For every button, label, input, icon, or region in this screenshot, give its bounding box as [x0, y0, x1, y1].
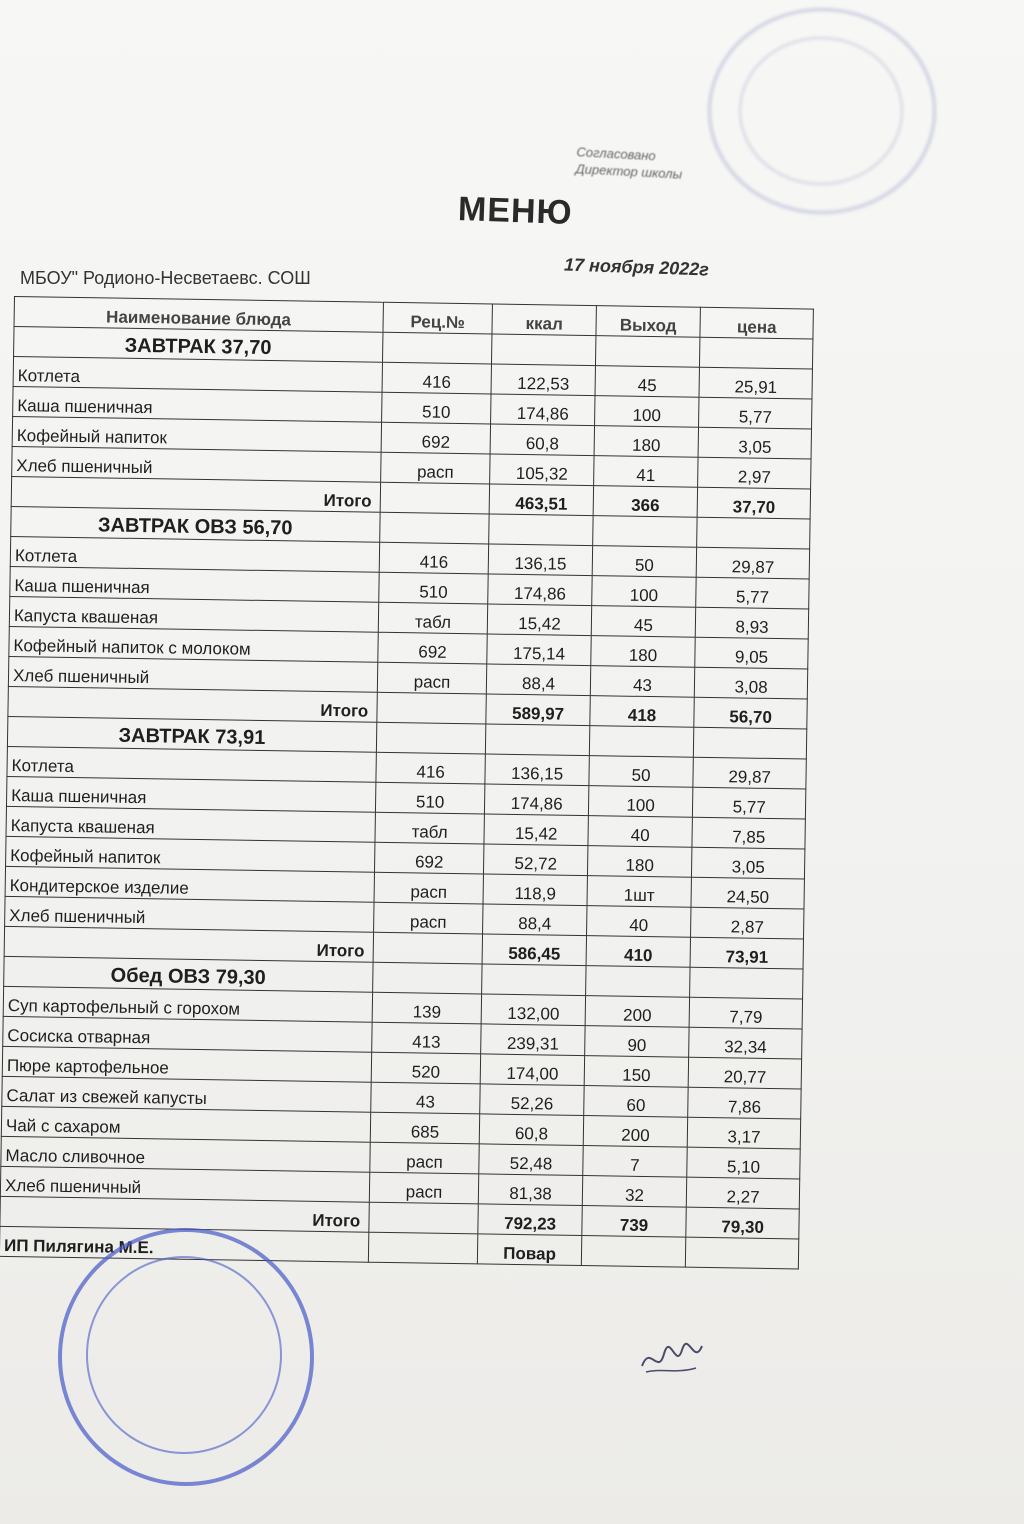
- recipe-number: расп: [373, 902, 483, 934]
- kcal-value: 88,4: [487, 664, 591, 696]
- recipe-number: 416: [382, 362, 492, 394]
- header-kcal: ккал: [492, 304, 596, 336]
- menu-table-wrapper: [0, 296, 814, 1269]
- total-kcal: 463,51: [489, 484, 593, 516]
- empty-cell: [486, 724, 590, 756]
- total-kcal: 586,45: [482, 934, 586, 966]
- yield-value: 41: [593, 456, 698, 488]
- total-price: 37,70: [697, 487, 810, 519]
- approval-line-2: Директор школы: [575, 161, 683, 182]
- empty-cell: [592, 516, 697, 548]
- price-value: 24,50: [691, 877, 804, 909]
- empty-cell: [690, 967, 803, 999]
- empty-cell: [369, 1202, 479, 1234]
- price-value: 25,91: [699, 367, 812, 399]
- round-seal: [58, 1228, 314, 1486]
- total-price: 73,91: [690, 937, 803, 969]
- dish-name: Суп картофельный с горохом: [3, 986, 372, 1022]
- total-yield: 410: [586, 936, 691, 968]
- empty-cell: [492, 334, 596, 366]
- kcal-value: 174,00: [481, 1054, 585, 1086]
- empty-cell: [589, 726, 694, 758]
- cook-label: Повар: [478, 1234, 582, 1266]
- dish-name: Хлеб пшеничный: [8, 656, 377, 692]
- recipe-number: 520: [371, 1052, 481, 1084]
- price-value: 2,87: [691, 907, 804, 939]
- kcal-value: 52,26: [480, 1084, 584, 1116]
- footer-empty-2: [686, 1237, 799, 1269]
- header-dish-name: Наименование блюда: [14, 297, 383, 333]
- empty-cell: [377, 692, 487, 724]
- price-value: 7,86: [688, 1087, 801, 1119]
- dish-name: Кофейный напиток с молоком: [9, 626, 378, 662]
- price-value: 5,77: [699, 397, 812, 429]
- kcal-value: 15,42: [484, 814, 588, 846]
- yield-value: 150: [584, 1056, 689, 1088]
- kcal-value: 60,8: [480, 1114, 584, 1146]
- dish-name: Каша пшеничная: [6, 776, 375, 812]
- price-value: 2,27: [687, 1177, 800, 1209]
- menu-table: [0, 296, 814, 1269]
- yield-value: 7: [583, 1146, 688, 1178]
- kcal-value: 122,53: [491, 364, 595, 396]
- empty-cell: [700, 337, 813, 369]
- empty-cell: [372, 962, 482, 994]
- approval-stamp: [708, 8, 936, 214]
- total-price: 79,30: [686, 1207, 799, 1239]
- yield-value: 32: [582, 1176, 687, 1208]
- recipe-number: 416: [379, 542, 489, 574]
- empty-cell: [482, 964, 586, 996]
- recipe-number: 416: [376, 752, 486, 784]
- yield-value: 40: [586, 906, 691, 938]
- header-recipe-no: Рец.№: [383, 302, 493, 334]
- recipe-number: 692: [381, 422, 491, 454]
- price-value: 2,97: [698, 457, 811, 489]
- kcal-value: 174,86: [491, 394, 595, 426]
- empty-cell: [697, 517, 810, 549]
- dish-name: Сосиска отварная: [3, 1016, 372, 1052]
- dish-name: Пюре картофельное: [2, 1046, 371, 1082]
- approval-line-1: Согласовано: [576, 144, 657, 164]
- kcal-value: 239,31: [481, 1024, 585, 1056]
- yield-value: 180: [594, 426, 699, 458]
- price-value: 3,08: [695, 667, 808, 699]
- yield-value: 200: [585, 996, 690, 1028]
- empty-cell: [373, 932, 483, 964]
- dish-name: Масло сливочное: [1, 1136, 370, 1172]
- recipe-number: 413: [371, 1022, 481, 1054]
- empty-cell: [489, 514, 593, 546]
- dish-name: Чай с сахаром: [1, 1106, 370, 1142]
- price-value: 7,85: [692, 817, 805, 849]
- school-name: МБОУ" Родионо-Несветаевс. СОШ: [20, 268, 311, 288]
- kcal-value: 105,32: [490, 454, 594, 486]
- price-value: 5,77: [696, 577, 809, 609]
- dish-name: Котлета: [10, 536, 379, 572]
- recipe-number: расп: [380, 452, 490, 484]
- recipe-number: табл: [375, 812, 485, 844]
- price-value: 29,87: [693, 757, 806, 789]
- price-value: 29,87: [696, 547, 809, 579]
- kcal-value: 118,9: [483, 874, 587, 906]
- price-value: 5,10: [687, 1147, 800, 1179]
- yield-value: 180: [587, 846, 692, 878]
- yield-value: 100: [592, 576, 697, 608]
- dish-name: Капуста квашеная: [9, 596, 378, 632]
- empty-cell: [694, 727, 807, 759]
- approval-block: [575, 143, 683, 183]
- recipe-number: расп: [377, 662, 487, 694]
- empty-cell: [376, 722, 486, 754]
- dish-name: Кофейный напиток: [6, 836, 375, 872]
- yield-value: 180: [591, 636, 696, 668]
- kcal-value: 88,4: [483, 904, 587, 936]
- total-yield: 366: [593, 486, 698, 518]
- price-value: 9,05: [695, 637, 808, 669]
- document-title: МЕНЮ: [457, 190, 574, 232]
- dish-name: Салат из свежей капусты: [2, 1076, 371, 1112]
- recipe-number: 43: [370, 1082, 480, 1114]
- recipe-number: 510: [379, 572, 489, 604]
- kcal-value: 132,00: [481, 994, 585, 1026]
- empty-cell: [379, 512, 489, 544]
- price-value: 7,79: [689, 997, 802, 1029]
- yield-value: 100: [588, 786, 693, 818]
- dish-name: Каша пшеничная: [13, 386, 382, 422]
- yield-value: 60: [584, 1086, 689, 1118]
- dish-name: Котлета: [7, 746, 376, 782]
- kcal-value: 136,15: [485, 754, 589, 786]
- price-value: 3,05: [692, 847, 805, 879]
- cook-signature-cell: [581, 1236, 686, 1268]
- recipe-number: расп: [370, 1142, 480, 1174]
- yield-value: 43: [590, 666, 695, 698]
- kcal-value: 15,42: [488, 604, 592, 636]
- recipe-number: 510: [381, 392, 491, 424]
- yield-value: 100: [594, 396, 699, 428]
- footer-empty-1: [368, 1232, 478, 1264]
- kcal-value: 174,86: [485, 784, 589, 816]
- dish-name: Хлеб пшеничный: [12, 446, 381, 482]
- kcal-value: 52,72: [484, 844, 588, 876]
- empty-cell: [380, 482, 490, 514]
- total-label: Итого: [4, 926, 373, 962]
- empty-cell: [585, 966, 690, 998]
- recipe-number: 692: [378, 632, 488, 664]
- dish-name: Хлеб пшеничный: [5, 896, 374, 932]
- total-yield: 418: [590, 696, 695, 728]
- yield-value: 45: [595, 366, 700, 398]
- dish-name: Кондитерское изделие: [5, 866, 374, 902]
- price-value: 3,17: [688, 1117, 801, 1149]
- section-title: Обед ОВЗ 79,30: [4, 956, 373, 992]
- empty-cell: [595, 336, 700, 368]
- supplier-name: ИП Пилягина М.Е.: [0, 1226, 369, 1262]
- yield-value: 1шт: [587, 876, 692, 908]
- yield-value: 90: [584, 1026, 689, 1058]
- recipe-number: расп: [374, 872, 484, 904]
- yield-value: 50: [589, 756, 694, 788]
- yield-value: 45: [591, 606, 696, 638]
- recipe-number: 139: [372, 992, 482, 1024]
- dish-name: Каша пшеничная: [10, 566, 379, 602]
- empty-cell: [382, 332, 492, 364]
- price-value: 5,77: [693, 787, 806, 819]
- price-value: 3,05: [698, 427, 811, 459]
- recipe-number: расп: [369, 1172, 479, 1204]
- dish-name: Капуста квашеная: [6, 806, 375, 842]
- recipe-number: 685: [370, 1112, 480, 1144]
- price-value: 20,77: [688, 1057, 801, 1089]
- total-price: 56,70: [694, 697, 807, 729]
- kcal-value: 175,14: [487, 634, 591, 666]
- kcal-value: 60,8: [490, 424, 594, 456]
- section-title: ЗАВТРАК 37,70: [14, 327, 383, 363]
- total-kcal: 589,97: [486, 694, 590, 726]
- recipe-number: 510: [375, 782, 485, 814]
- total-label: Итого: [8, 686, 377, 722]
- cook-signature: [636, 1336, 706, 1382]
- total-label: Итого: [11, 476, 380, 512]
- price-value: 32,34: [689, 1027, 802, 1059]
- yield-value: 40: [588, 816, 693, 848]
- total-kcal: 792,23: [478, 1204, 582, 1236]
- yield-value: 200: [583, 1116, 688, 1148]
- dish-name: Котлета: [13, 357, 382, 393]
- kcal-value: 52,48: [479, 1144, 583, 1176]
- kcal-value: 81,38: [479, 1174, 583, 1206]
- recipe-number: 692: [374, 842, 484, 874]
- total-label: Итого: [0, 1196, 369, 1232]
- section-title: ЗАВТРАК ОВЗ 56,70: [11, 506, 380, 542]
- header-yield: Выход: [596, 306, 701, 338]
- yield-value: 50: [592, 546, 697, 578]
- kcal-value: 136,15: [489, 544, 593, 576]
- menu-date: 17 ноября 2022г: [563, 254, 710, 280]
- dish-name: Хлеб пшеничный: [0, 1166, 369, 1202]
- dish-name: Кофейный напиток: [12, 416, 381, 452]
- header-price: цена: [700, 307, 813, 339]
- menu-table-body: [0, 297, 813, 1239]
- section-title: ЗАВТРАК 73,91: [7, 716, 376, 752]
- recipe-number: табл: [378, 602, 488, 634]
- price-value: 8,93: [696, 607, 809, 639]
- kcal-value: 174,86: [488, 574, 592, 606]
- total-yield: 739: [582, 1206, 687, 1238]
